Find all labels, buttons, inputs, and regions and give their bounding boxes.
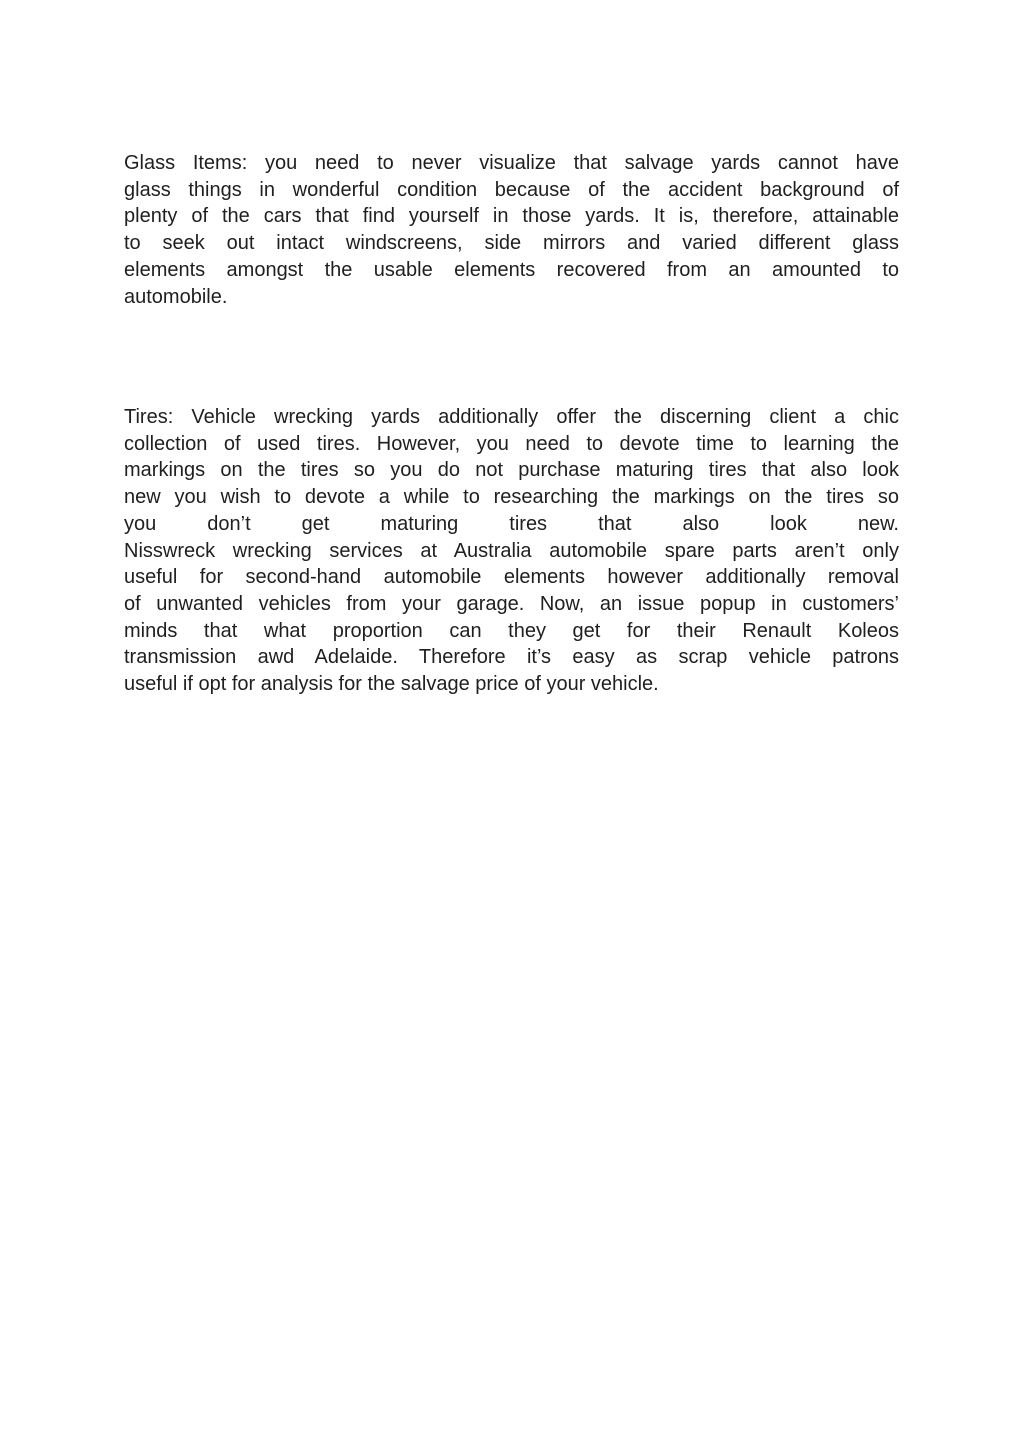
paragraph-line: glass things in wonderful condition because of the accident background of [124, 178, 899, 201]
paragraph-line: you don’t get maturing tires that also look new. [124, 512, 899, 535]
paragraph-line: minds that what proportion can they get for their Renault Koleos [124, 619, 899, 642]
paragraph-line: elements amongst the usable elements recovered from an amounted to [124, 258, 899, 281]
paragraph-line: plenty of the cars that find yourself in those yards. It is, therefore, attainable [124, 205, 899, 228]
paragraph-line: useful if opt for analysis for the salvage price of your vehicle. [124, 673, 659, 696]
paragraph-line: Tires: Vehicle wrecking yards additionally offer the discerning client a chic [124, 406, 899, 428]
paragraph-line: automobile. [124, 285, 228, 308]
paragraph-line: transmission awd Adelaide. Therefore it’s easy as scrap vehicle patrons [124, 646, 899, 669]
paragraph-line: markings on the tires so you do not purchase maturing tires that also look [124, 459, 899, 482]
paragraph-line: Nisswreck wrecking services at Australia automobile spare parts aren’t only [124, 539, 899, 562]
paragraph-line: new you wish to devote a while to researching the markings on the tires so [124, 486, 899, 509]
paragraph-line: to seek out intact windscreens, side mirrors and varied different glass [124, 232, 899, 255]
paragraph-glass-items [124, 150, 899, 310]
paragraph-tires [124, 404, 899, 698]
paragraph-line: of unwanted vehicles from your garage. Now, an issue popup in customers’ [124, 592, 899, 615]
paragraph-line: useful for second-hand automobile elements however additionally removal [124, 566, 899, 589]
paragraph-line: collection of used tires. However, you need to devote time to learning the [124, 432, 899, 455]
paragraph-line: Glass Items: you need to never visualize that salvage yards cannot have [124, 152, 899, 174]
